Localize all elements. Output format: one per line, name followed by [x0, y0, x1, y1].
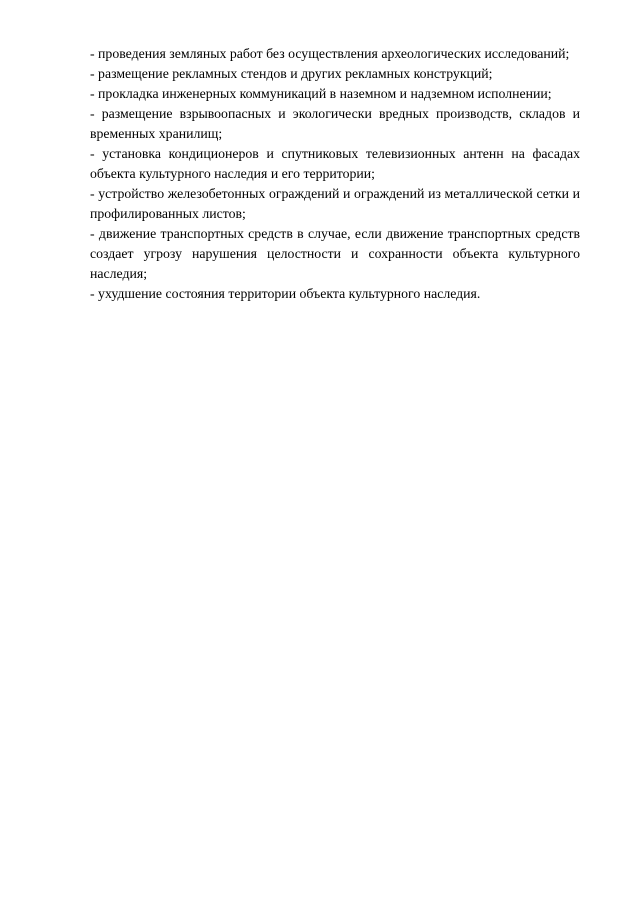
restrictions-list [90, 44, 580, 304]
list-item: - проведения земляных работ без осуществления археологических исследований; [90, 46, 570, 61]
list-item: - прокладка инженерных коммуникаций в наземном и надземном исполнении; [90, 86, 552, 101]
list-item: - движение транспортных средств в случае, если движение транспортных средств создает угрозу нарушения целостности и сохранности объекта культурного наследия; [90, 226, 580, 281]
list-item: - размещение рекламных стендов и других рекламных конструкций; [90, 66, 493, 81]
list-item: - установка кондиционеров и спутниковых телевизионных антенн на фасадах объекта культурного наследия и его территории; [90, 146, 580, 181]
list-item: - размещение взрывоопасных и экологически вредных производств, складов и временных хранилищ; [90, 106, 580, 141]
list-item: - ухудшение состояния территории объекта культурного наследия. [90, 286, 481, 301]
list-item: - устройство железобетонных ограждений и ограждений из металлической сетки и профилированных листов; [90, 186, 580, 221]
